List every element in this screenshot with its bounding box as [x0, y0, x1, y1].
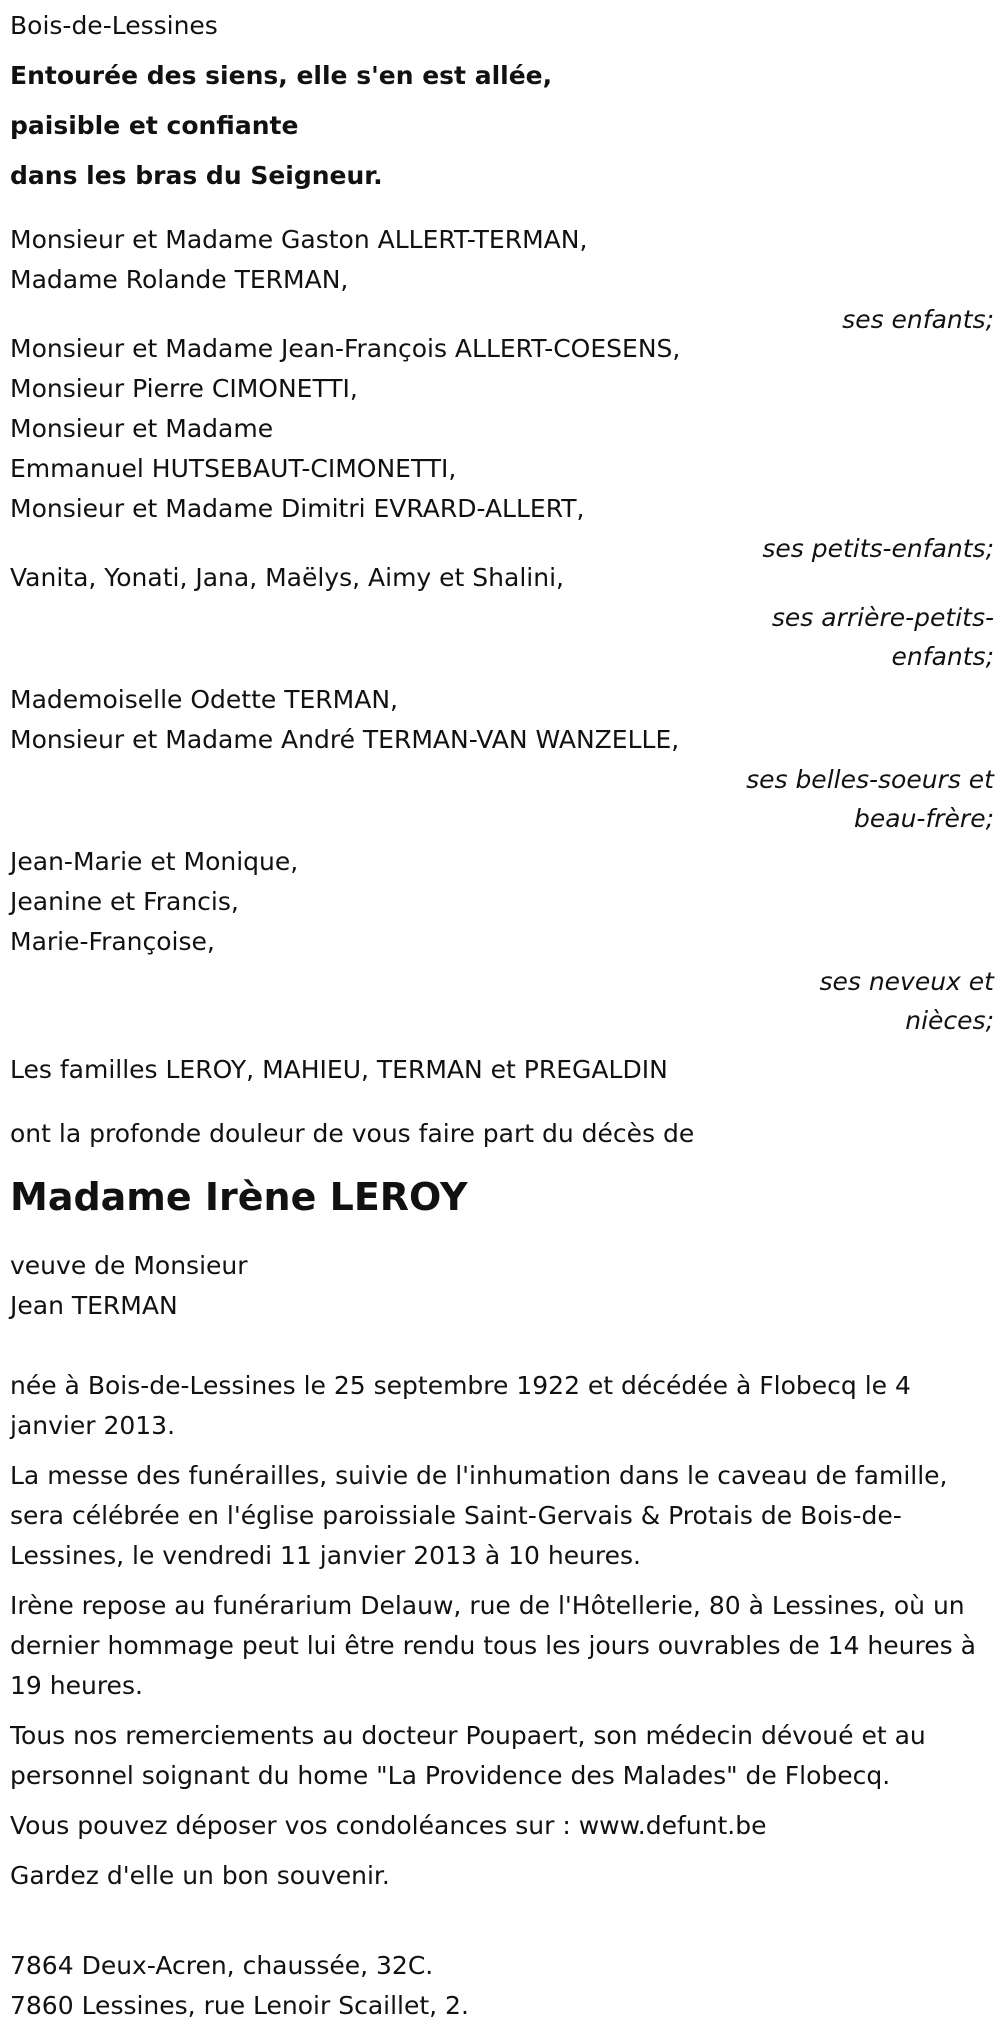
remembrance-paragraph: Gardez d'elle un bon souvenir.: [10, 1861, 390, 1890]
families-line: Les familles LEROY, MAHIEU, TERMAN et PREGALDIN: [10, 1055, 668, 1084]
name-line: Marie-Françoise,: [10, 927, 215, 956]
announcement-line: ont la profonde douleur de vous faire part du décès de: [10, 1119, 695, 1148]
address-line-1: 7864 Deux-Acren, chaussée, 32C.: [10, 1951, 434, 1980]
intro-line-2: paisible et confiante: [10, 111, 299, 140]
intro-line-3: dans les bras du Seigneur.: [10, 161, 383, 190]
funeral-paragraph: La messe des funérailles, suivie de l'inhumation dans le caveau de famille, sera célébrée en l'église paroissiale Saint-Gervais & Protais de Bois-de-Lessines, le vendredi 11 janvier 2013 à 10 heures.: [10, 1461, 948, 1570]
role-text: ses petits-enfants;: [762, 534, 994, 563]
role-text: nièces;: [905, 1006, 994, 1035]
group-children: [10, 220, 994, 339]
widow-of-line-1: veuve de Monsieur: [10, 1251, 248, 1280]
role-label: [10, 760, 994, 838]
role-text: beau-frère;: [854, 804, 994, 833]
name-line: Monsieur et Madame: [10, 414, 274, 443]
name-line: Monsieur et Madame Dimitri EVRARD-ALLERT,: [10, 494, 585, 523]
deceased-name: Madame Irène LEROY: [10, 1175, 468, 1219]
role-text: ses neveux et: [819, 967, 994, 996]
role-label: [10, 598, 994, 676]
role-text: enfants;: [891, 642, 994, 671]
condolences-paragraph: Vous pouvez déposer vos condoléances sur : www.defunt.be: [10, 1811, 767, 1840]
name-line: Vanita, Yonati, Jana, Maëlys, Aimy et Shalini,: [10, 563, 564, 592]
group-great-grandchildren: [10, 558, 994, 676]
group-in-laws: [10, 680, 994, 838]
role-text: ses arrière-petits-: [771, 603, 994, 632]
role-text: ses enfants;: [842, 305, 994, 334]
widow-of-line-2: Jean TERMAN: [10, 1291, 178, 1320]
name-line: Monsieur Pierre CIMONETTI,: [10, 374, 358, 403]
intro-line-1: Entourée des siens, elle s'en est allée,: [10, 61, 553, 90]
place-header: Bois-de-Lessines: [10, 11, 218, 40]
address-line-2: 7860 Lessines, rue Lenoir Scaillet, 2.: [10, 1991, 469, 2020]
name-line: Monsieur et Madame Gaston ALLERT-TERMAN,: [10, 225, 588, 254]
name-line: Jeanine et Francis,: [10, 887, 239, 916]
thanks-paragraph: Tous nos remerciements au docteur Poupaert, son médecin dévoué et au personnel soignant du home "La Providence des Malades" de Flobecq.: [10, 1721, 926, 1790]
name-line: Monsieur et Madame André TERMAN-VAN WANZELLE,: [10, 725, 680, 754]
group-grandchildren: [10, 329, 994, 568]
birth-death-paragraph: née à Bois-de-Lessines le 25 septembre 1922 et décédée à Flobecq le 4 janvier 2013.: [10, 1371, 911, 1440]
name-line: Madame Rolande TERMAN,: [10, 265, 349, 294]
role-text: ses belles-soeurs et: [746, 765, 994, 794]
funerarium-paragraph: Irène repose au funérarium Delauw, rue de l'Hôtellerie, 80 à Lessines, où un dernier hommage peut lui être rendu tous les jours ouvrables de 14 heures à 19 heures.: [10, 1591, 976, 1700]
name-line: Emmanuel HUTSEBAUT-CIMONETTI,: [10, 454, 457, 483]
group-nephews-nieces: [10, 842, 994, 1040]
name-line: Mademoiselle Odette TERMAN,: [10, 685, 398, 714]
name-line: Monsieur et Madame Jean-François ALLERT-COESENS,: [10, 334, 681, 363]
name-line: Jean-Marie et Monique,: [10, 847, 299, 876]
role-label: [10, 962, 994, 1040]
